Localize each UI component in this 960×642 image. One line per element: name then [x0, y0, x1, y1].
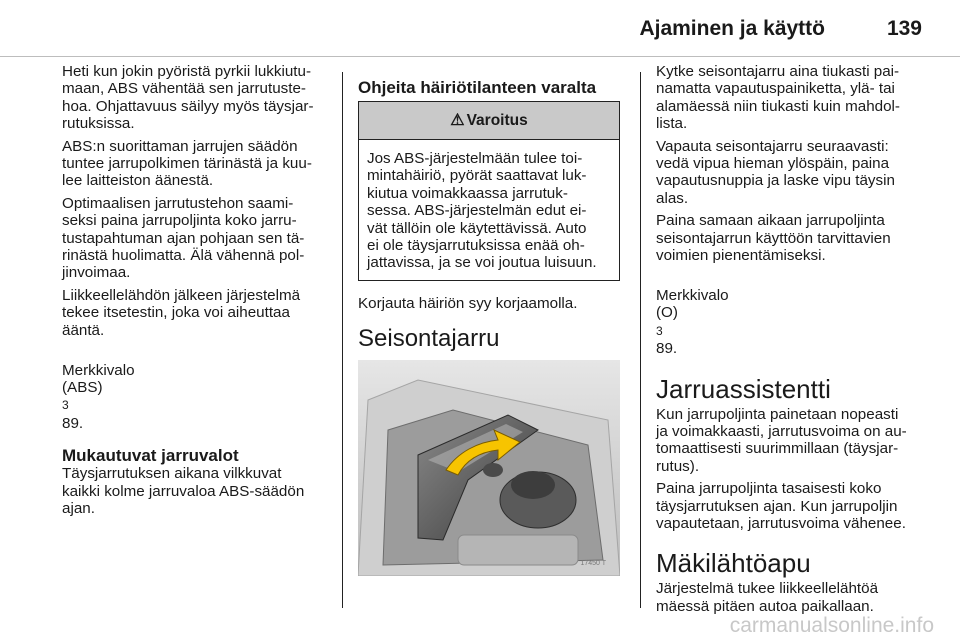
abs-paragraph-1: Heti kun jokin pyöristä pyrkii lukkiutu- maan, ABS vähentää sen jarrutuste- hoa. Ohjattavuus säilyy myös täysjar- rutuksissa.	[62, 63, 314, 133]
repair-paragraph: Korjauta häiriön syy korjaamolla.	[358, 294, 578, 312]
parking-brake-illustration	[358, 360, 620, 576]
watermark: carmanualsonline.info	[729, 614, 934, 637]
column-3	[656, 63, 928, 620]
chapter-title: Ajaminen ja käyttö	[639, 17, 825, 40]
header-divider	[0, 56, 960, 57]
parking-brake-light-icon: (O)	[656, 304, 678, 322]
page-reference-icon[interactable]: 3	[656, 323, 663, 338]
figure-id: 17450 T	[580, 559, 606, 567]
page-reference-icon[interactable]: 3	[62, 398, 69, 413]
parking-brake-figure	[358, 360, 620, 576]
indicator-label: Merkkivalo	[62, 361, 135, 379]
brake-assist-paragraph-1: Kun jarrupoljinta painetaan nopeasti ja voimakkaasti, jarrutusvoima on au- tomaattisesti suurimmillaan (täysjar- rutus).	[656, 405, 907, 475]
abs-paragraph-3: Optimaalisen jarrutustehon saami- seksi paina jarrupoljinta koko jarru- tustapahtuman ajan pohjaan sen tä- rinästä huolimatta. Älä vähennä pol- jinvoimaa.	[62, 194, 305, 282]
parking-paragraph-3: Paina samaan aikaan jarrupoljinta seisontajarrun käyttöön tarvittavien voimien pienentämiseksi.	[656, 212, 891, 265]
warning-text: Jos ABS-järjestelmään tulee toi- mintahäiriö, pyörät saattavat luk- kiutua voimakkaassa jarrutuk- sessa. ABS-järjestelmän edut ei- vät tällöin ole käytettävissä. Auto ei ole täysjarrutuksissa enää oh- jattavissa, ja se voi joutua luisuun.	[367, 150, 597, 272]
page-reference-number[interactable]: 89.	[656, 340, 678, 358]
column-divider-left	[342, 72, 343, 608]
parking-paragraph-2: Vapauta seisontajarru seuraavasti: vedä vipua hieman ylöspäin, paina vapautusnuppia ja laske vipu täysin alas.	[656, 137, 895, 207]
brake-assist-heading: Jarruassistentti	[656, 373, 831, 404]
warning-header	[359, 102, 619, 140]
abs-warning-light-icon: (ABS)	[62, 378, 103, 396]
column-1	[62, 63, 327, 522]
abs-paragraph-4: Liikkeellelähdön jälkeen järjestelmä tekee itsetestin, joka voi aiheuttaa ääntä.	[62, 286, 301, 339]
warning-title: Varoitus	[466, 111, 528, 129]
brake-assist-paragraph-2: Paina jarrupoljinta tasaisesti koko täysjarrutuksen ajan. Kun jarrupoljin vapautetaan, jarrutusvoima vähenee.	[656, 480, 906, 532]
page-header	[0, 0, 960, 56]
parking-brake-heading: Seisontajarru	[358, 325, 500, 353]
page-reference-number[interactable]: 89.	[62, 414, 84, 432]
warning-triangle-icon: ⚠	[450, 111, 465, 129]
indicator-label: Merkkivalo	[656, 286, 729, 304]
adaptive-brake-lights-text: Täysjarrutuksen aikana vilkkuvat kaikki kolme jarruvaloa ABS-säädön ajan.	[62, 465, 305, 517]
column-2	[358, 63, 628, 576]
parking-paragraph-1: Kytke seisontajarru aina tiukasti pai- namatta vapautuspainiketta, ylä- tai alamäessä niin tiukasti kuin mahdol- lista.	[656, 63, 900, 133]
adaptive-brake-lights-heading: Mukautuvat jarruvalot	[62, 446, 239, 466]
abs-indicator-line	[62, 344, 327, 432]
hill-start-paragraph: Järjestelmä tukee liikkeellelähtöä mäessä pitäen autoa paikallaan.	[656, 580, 879, 615]
column-divider-right	[640, 72, 641, 608]
parking-indicator-line	[656, 269, 928, 357]
hill-start-heading: Mäkilähtöapu	[656, 548, 811, 579]
abs-paragraph-2: ABS:n suorittaman jarrujen säädön tuntee jarrupolkimen tärinästä ja kuu- lee laitteiston äänestä.	[62, 137, 312, 190]
page-number: 139	[886, 17, 922, 40]
fault-heading: Ohjeita häiriötilanteen varalta	[358, 78, 597, 97]
warning-box	[358, 101, 620, 281]
